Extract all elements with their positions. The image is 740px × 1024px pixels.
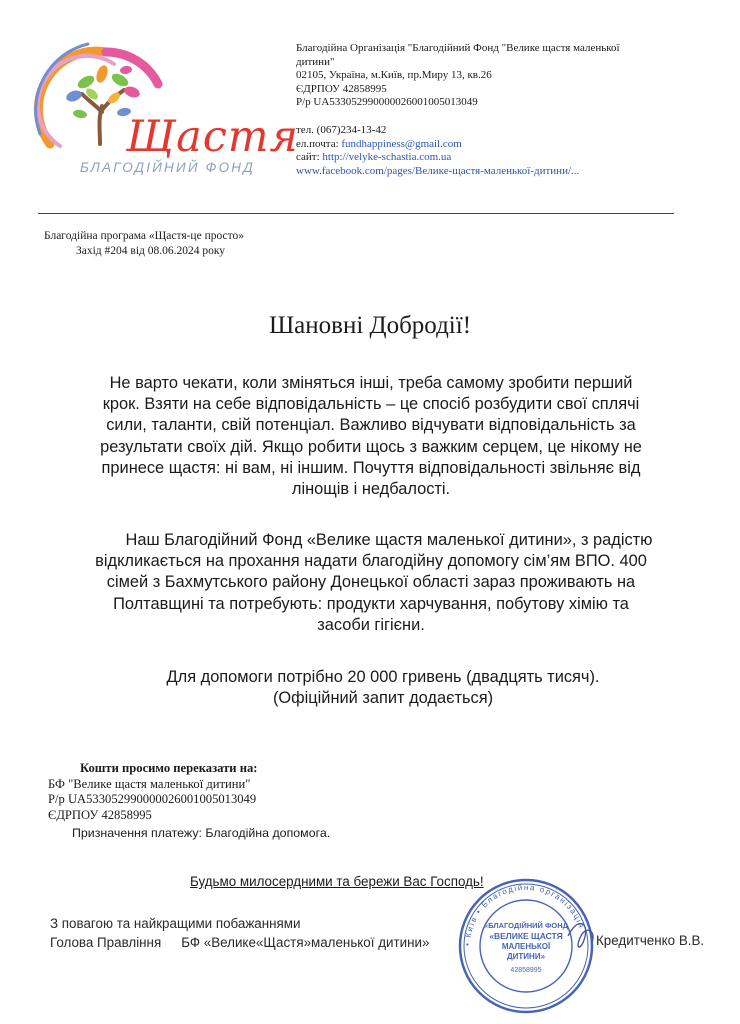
paragraph-line: відкликається на прохання надати благодійну допомогу сім’ям ВПО. 400 <box>95 552 647 571</box>
blessing-line: Будьмо милосердними та бережи Вас Господь! <box>190 874 484 889</box>
paragraph-line: Не варто чекати, коли зміняться інші, треба самому зробити перший <box>109 374 633 392</box>
paragraph-line: засоби гігієни. <box>317 615 425 634</box>
stamp-line2: «ВЕЛИКЕ ЩАСТЯ <box>489 931 563 941</box>
program-info <box>44 229 244 259</box>
program-name: Благодійна програма «Щастя-це просто» <box>44 230 244 242</box>
stamp-line4: ДИТИНИ» <box>506 952 546 961</box>
bank-details <box>48 761 330 842</box>
paragraph-responsibility <box>48 373 694 500</box>
org-edrpou: ЄДРПОУ 42858995 <box>296 82 387 95</box>
stamp-seal-icon <box>456 876 596 1016</box>
paragraph-line: лінощів і недбалості. <box>291 480 451 499</box>
paragraph-line: принесе щастя: ні вам, ні іншим. Почуття відповідальності звільняє від <box>101 458 641 477</box>
closing-block <box>50 914 429 952</box>
bank-account: Р/р UA533052990000026001005013049 <box>48 792 257 807</box>
closing-regards: З повагою та найкращими побажаннями <box>50 916 301 931</box>
signer-role: Голова Правління <box>50 935 162 950</box>
header-contacts <box>296 42 716 178</box>
logo-word: Щастя <box>126 112 300 162</box>
official-stamp <box>456 876 596 1016</box>
org-name-line1: Благодійна Організація "Благодійний Фонд "Велике щастя маленької <box>296 42 620 54</box>
signer-name: Кредитченко В.В. <box>596 933 705 948</box>
stamp-line3: МАЛЕНЬКОЇ <box>501 942 551 951</box>
paragraph-line: Полтавщині та потребують: продукти харчування, побутову хімію та <box>113 594 629 613</box>
bank-title: Кошти просимо переказати на: <box>80 761 258 775</box>
paragraph-line: Наш Благодійний Фонд «Велике щастя маленької дитини», з радістю <box>125 531 653 549</box>
paragraph-line: крок. Взяти на себе відповідальність – це спосіб розбудити свої сплячі <box>102 395 640 414</box>
email-link[interactable]: fundhappiness@gmail.com <box>341 137 462 150</box>
paragraph-request <box>48 530 694 636</box>
org-phone: тел. (067)234-13-42 <box>296 123 387 136</box>
paragraph-line: сили, таланти, свій потенціал. Важливо відчувати відповідальність за <box>106 416 636 435</box>
payment-purpose: Призначення платежу: Благодійна допомога. <box>72 826 331 841</box>
org-address: 02105, Україна, м.Київ, пр.Миру 13, кв.26 <box>296 69 492 82</box>
site-label: сайт: <box>296 151 320 164</box>
header-divider <box>38 213 674 214</box>
org-account: Р/р UA533052990000026001005013049 <box>296 96 478 109</box>
paragraph-line: (Офіційний запит додається) <box>272 689 494 708</box>
stamp-code: 42858995 <box>510 967 542 974</box>
foundation-logo <box>28 34 300 184</box>
paragraph-line: сімей з Бахмутського району Донецької області зараз проживають на <box>106 573 636 592</box>
paragraph-line: Для допомоги потрібно 20 000 гривень (двадцять тисяч). <box>166 668 600 686</box>
stamp-ring-text: • Київ • Благодійна організація <box>462 882 587 947</box>
greeting: Шановні Добродії! <box>268 312 472 339</box>
email-label: ел.почта: <box>296 137 339 150</box>
signer-org: БФ «Велике«Щастя»маленької дитини» <box>181 935 430 950</box>
program-event: Захід #204 від 08.06.2024 року <box>76 245 226 257</box>
stamp-line1: «БЛАГОДІЙНИЙ ФОНД <box>483 921 569 930</box>
bank-recipient: БФ "Велике щастя маленької дитини" <box>48 776 251 791</box>
logo-subtitle: БЛАГОДІЙНИЙ ФОНД <box>80 160 255 175</box>
paragraph-line: результати своїх дій. Якщо робити щось з важким серцем, це нікому не <box>100 437 642 456</box>
paragraph-amount <box>60 667 706 709</box>
bank-edrpou: ЄДРПОУ 42858995 <box>48 807 152 822</box>
org-name-line2: дитини" <box>296 55 335 68</box>
site-link[interactable]: http://velyke-schastia.com.ua <box>322 151 452 164</box>
facebook-link[interactable]: www.facebook.com/pages/Велике-щастя-маленької-дитини/... <box>296 164 580 177</box>
